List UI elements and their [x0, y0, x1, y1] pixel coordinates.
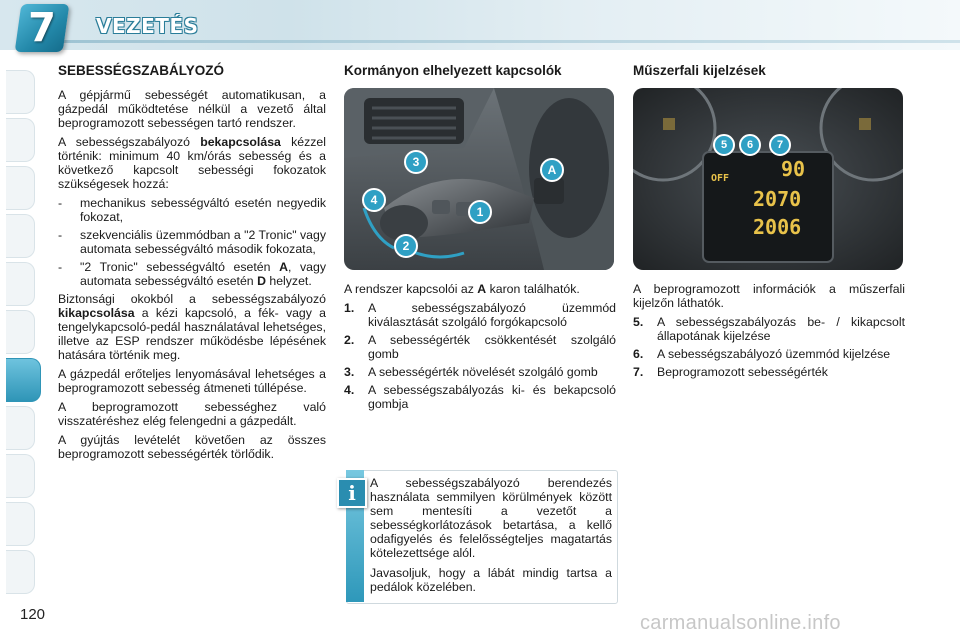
list-item: - "2 Tronic" sebességváltó esetén A, vagy automata sebességváltó esetén D helyzet.	[58, 260, 326, 288]
list-item: 2. A sebességérték csökkentését szolgáló gomb	[344, 333, 616, 361]
chapter-tab[interactable]	[6, 70, 35, 114]
chapter-number: 7	[28, 5, 56, 51]
paragraph: A sebességszabályozó bekapcsolása kézzel történik: minimum 40 km/órás sebesség és a következő kapcsolt sebességi fokozatok szükségesek hozzá:	[58, 135, 326, 191]
callout-a: A	[540, 158, 564, 182]
section-title: SEBESSÉGSZABÁLYOZÓ	[58, 63, 225, 78]
odometer-readout: 2006	[753, 215, 802, 239]
dashboard-display-column	[633, 64, 905, 383]
list-item: - mechanikus sebességváltó esetén negyedik fokozat,	[58, 196, 326, 224]
chapter-tab[interactable]	[6, 406, 35, 450]
trip-readout: 2070	[753, 187, 802, 211]
info-icon: i	[337, 478, 367, 508]
callout-4: 4	[362, 188, 386, 212]
paragraph: A beprogramozott sebességhez való visszatéréshez elég felengedni a gázpedált.	[58, 400, 326, 428]
callout-1: 1	[468, 200, 492, 224]
cruise-off-indicator: OFF	[711, 173, 730, 184]
paragraph: Biztonsági okokból a sebességszabályozó kikapcsolása a kézi kapcsoló, a fék- vagy a tengelykapcsoló-pedál használatával lehetséges, illetve az ESP rendszer működésbe lépésének hatására történik meg.	[58, 292, 326, 362]
chapter-tab-strip	[0, 60, 44, 580]
info-paragraph: Javasoljuk, hogy a lábát mindig tartsa a pedálok közelében.	[370, 566, 612, 594]
paragraph: A beprogramozott információk a műszerfali kijelzőn láthatók.	[633, 282, 905, 310]
set-speed-readout: 90	[781, 157, 806, 181]
list-item: 7. Beprogramozott sebességérték	[633, 365, 828, 379]
instrument-cluster-photo	[633, 88, 903, 270]
chapter-tab[interactable]	[6, 454, 35, 498]
list-item: 1. A sebességszabályozó üzemmód kiválasztását szolgáló forgókapcsoló	[344, 301, 616, 329]
list-item: 5. A sebességszabályozás be- / kikapcsolt állapotának kijelzése	[633, 315, 905, 343]
callout-6: 6	[739, 134, 761, 156]
chapter-tab[interactable]	[6, 310, 35, 354]
chapter-title: VEZETÉS	[96, 14, 199, 38]
chapter-tab[interactable]	[6, 262, 35, 306]
watermark: carmanualsonline.info	[640, 612, 841, 634]
cruise-control-column	[58, 64, 326, 466]
callout-3: 3	[404, 150, 428, 174]
list-item: 6. A sebességszabályozó üzemmód kijelzése	[633, 347, 891, 361]
chapter-tab-active[interactable]	[6, 358, 41, 402]
paragraph: A gépjármű sebességét automatikusan, a gázpedál működtetése nélkül a vezető által beprogramozott sebességen tartó rendszer.	[58, 88, 326, 130]
steering-lever-photo	[344, 88, 614, 270]
paragraph: A rendszer kapcsolói az A karon találhatók.	[344, 282, 580, 296]
section-title: Kormányon elhelyezett kapcsolók	[344, 63, 562, 78]
info-paragraph: A sebességszabályozó berendezés használata semmilyen körülmények között sem mentesíti a vezetőt a sebességkorlátozások betartása, a kellő odafigyelés és felelősségteljes magatartás kötelezettsége alól.	[370, 476, 612, 560]
list-item: - szekvenciális üzemmódban a "2 Tronic" vagy automata sebességváltó második fokozata,	[58, 228, 326, 256]
callout-2: 2	[394, 234, 418, 258]
callout-7: 7	[769, 134, 791, 156]
header-rule	[60, 40, 960, 43]
chapter-tab[interactable]	[6, 550, 35, 594]
paragraph: A gyújtás levételét követően az összes beprogramozott sebességérték törlődik.	[58, 433, 326, 461]
list-item: 4. A sebességszabályozás ki- és bekapcsoló gombja	[344, 383, 616, 411]
chapter-tab[interactable]	[6, 166, 35, 210]
steering-controls-column	[344, 64, 616, 415]
section-title: Műszerfali kijelzések	[633, 63, 766, 78]
chapter-tab[interactable]	[6, 118, 35, 162]
callout-5: 5	[713, 134, 735, 156]
chapter-tab[interactable]	[6, 502, 35, 546]
page-number: 120	[20, 606, 46, 623]
paragraph: A gázpedál erőteljes lenyomásával lehetséges a beprogramozott sebesség átmeneti túllépése.	[58, 367, 326, 395]
chapter-tab[interactable]	[6, 214, 35, 258]
info-text	[370, 476, 612, 600]
list-item: 3. A sebességérték növelését szolgáló gomb	[344, 365, 598, 379]
